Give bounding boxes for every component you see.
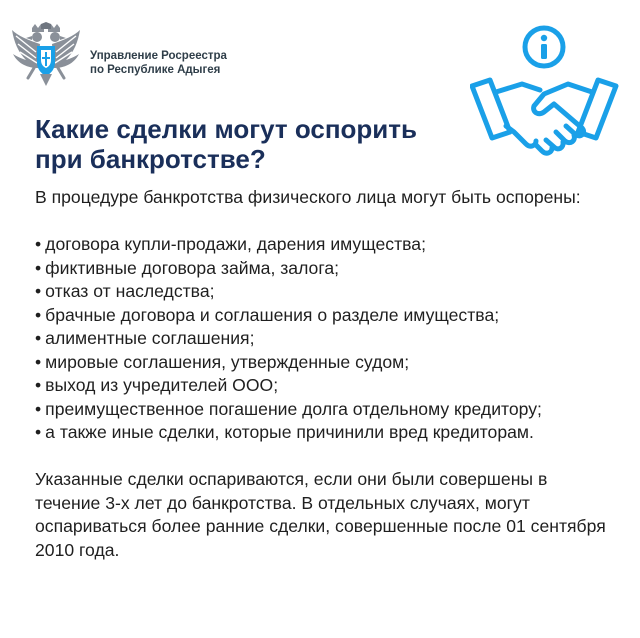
footer-paragraph: Указанные сделки оспариваются, если они были совершены в течение 3-х лет до банкротства. В отдельных случаях, могут оспариваться более ранние сделки, совершенные после 01 сентября 2010 года. <box>35 469 606 560</box>
intro-paragraph: В процедуре банкротства физического лица могут быть оспорены: <box>35 187 581 207</box>
handshake-info-icon <box>470 14 620 174</box>
list-item-text: фиктивные договора займа, залога; <box>45 257 340 278</box>
bullet-marker: • <box>35 234 42 254</box>
bullet-marker: • <box>35 304 42 325</box>
list-item-text: а также иные сделки, которые причинили вред кредиторам. <box>45 422 534 442</box>
list-item-text: отказ от наследства; <box>45 281 215 301</box>
bullet-marker: • <box>35 375 42 395</box>
list-item-text: договора купли-продажи, дарения имущества; <box>45 234 426 254</box>
page-title <box>35 114 465 174</box>
page-title-line2: при банкротстве? <box>35 144 266 174</box>
org-name <box>90 49 227 77</box>
double-headed-eagle-emblem-icon <box>10 22 82 88</box>
bullet-marker: • <box>35 422 42 442</box>
list-item-text: выход из учредителей ООО; <box>45 375 279 395</box>
list-item <box>35 421 610 445</box>
list-item <box>35 327 610 351</box>
page-title-line1: Какие сделки могут оспорить <box>35 114 417 144</box>
list-item <box>35 351 610 375</box>
list-item-text: преимущественное погашение долга отдельному кредитору; <box>45 398 542 419</box>
list-item <box>35 233 610 257</box>
list-item-text: алиментные соглашения; <box>45 328 255 348</box>
org-name-line2: по Республике Адыгея <box>90 64 221 76</box>
contestable-deals-list <box>35 233 610 445</box>
org-name-line1: Управление Росреестра <box>90 50 227 62</box>
list-item <box>35 374 610 398</box>
bullet-marker: • <box>35 328 42 348</box>
org-logo <box>10 22 240 92</box>
bullet-marker: • <box>35 351 42 372</box>
main-content <box>35 186 610 562</box>
list-item <box>35 398 610 422</box>
list-item <box>35 304 610 328</box>
list-item-text: мировые соглашения, утвержденные судом; <box>45 351 410 372</box>
list-item <box>35 280 610 304</box>
list-item <box>35 257 610 281</box>
bullet-marker: • <box>35 257 42 278</box>
bullet-marker: • <box>35 281 42 301</box>
list-item-text: брачные договора и соглашения о разделе имущества; <box>45 304 500 325</box>
bullet-marker: • <box>35 398 42 419</box>
